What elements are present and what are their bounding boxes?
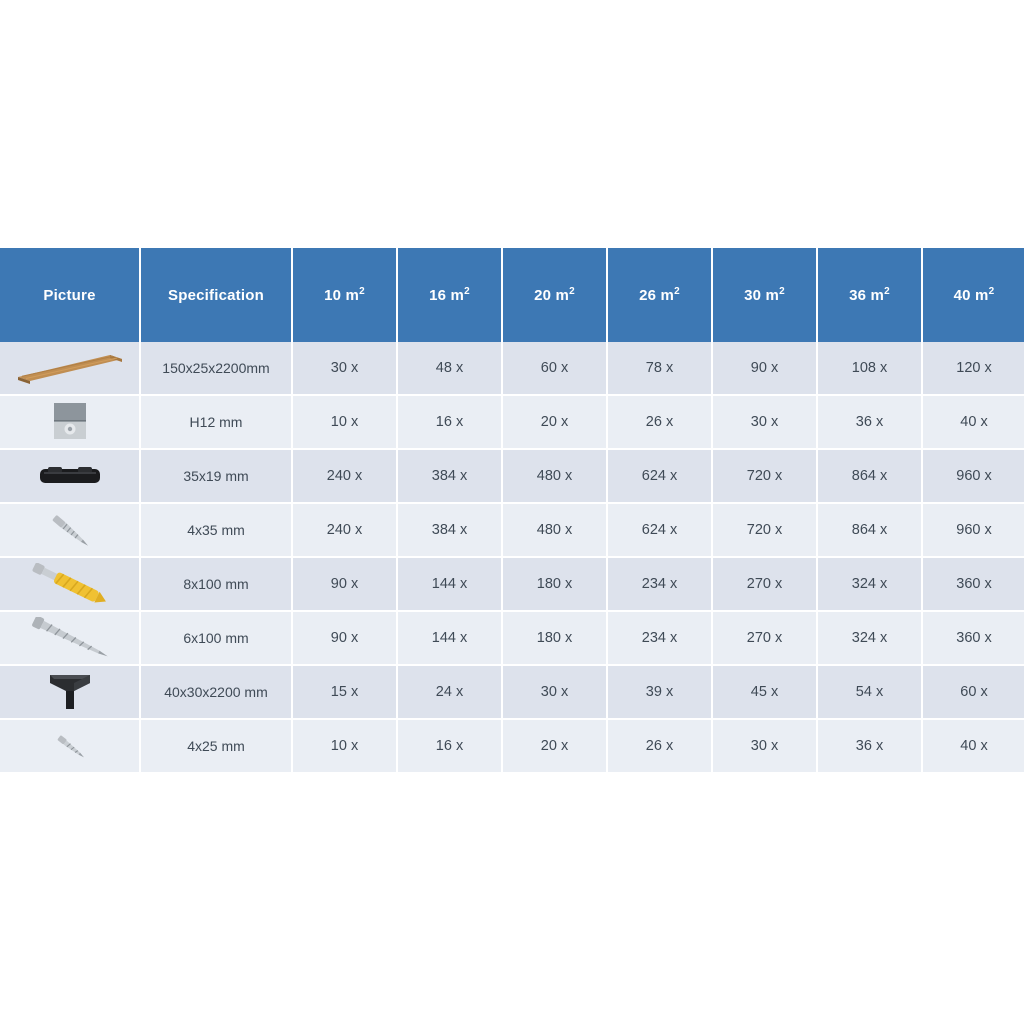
spec-table-container xyxy=(0,248,1024,774)
col-header-40m2 xyxy=(922,248,1024,342)
col-header-36m2 xyxy=(817,248,922,342)
row-qty-30m2: 45 x xyxy=(712,665,817,719)
joist-profile-icon xyxy=(0,666,140,718)
row-specification: H12 mm xyxy=(140,395,292,449)
col-header-36m2-label: 36 m xyxy=(849,287,885,304)
row-picture-cell xyxy=(0,665,140,719)
row-qty-26m2: 26 x xyxy=(607,395,712,449)
row-qty-20m2: 480 x xyxy=(502,449,607,503)
yellow-wall-plug-screw-icon xyxy=(0,558,140,610)
col-header-30m2-label: 30 m xyxy=(744,287,780,304)
row-qty-26m2: 26 x xyxy=(607,719,712,773)
table-row xyxy=(0,665,1024,719)
table-row xyxy=(0,611,1024,665)
col-header-16m2-sup: 2 xyxy=(464,286,470,297)
row-picture-cell xyxy=(0,611,140,665)
row-qty-40m2: 360 x xyxy=(922,611,1024,665)
col-header-10m2-label: 10 m xyxy=(324,287,360,304)
row-picture-cell xyxy=(0,719,140,773)
row-qty-20m2: 480 x xyxy=(502,503,607,557)
row-qty-20m2: 20 x xyxy=(502,395,607,449)
row-qty-26m2: 39 x xyxy=(607,665,712,719)
col-header-16m2 xyxy=(397,248,502,342)
row-specification: 8x100 mm xyxy=(140,557,292,611)
table-row xyxy=(0,719,1024,773)
table-body xyxy=(0,342,1024,773)
table-head xyxy=(0,248,1024,342)
row-qty-26m2: 624 x xyxy=(607,449,712,503)
decking-kit-spec-table xyxy=(0,248,1024,774)
row-qty-26m2: 234 x xyxy=(607,557,712,611)
row-qty-20m2: 180 x xyxy=(502,611,607,665)
row-qty-26m2: 624 x xyxy=(607,503,712,557)
row-qty-16m2: 144 x xyxy=(397,557,502,611)
row-qty-10m2: 90 x xyxy=(292,611,397,665)
row-qty-10m2: 10 x xyxy=(292,719,397,773)
col-header-26m2-label: 26 m xyxy=(639,287,675,304)
row-qty-36m2: 108 x xyxy=(817,342,922,395)
tiny-screw-icon xyxy=(0,720,140,772)
row-qty-16m2: 16 x xyxy=(397,395,502,449)
table-row xyxy=(0,503,1024,557)
col-header-20m2 xyxy=(502,248,607,342)
row-specification: 150x25x2200mm xyxy=(140,342,292,395)
col-header-specification-label: Specification xyxy=(168,286,264,304)
row-qty-16m2: 48 x xyxy=(397,342,502,395)
row-specification: 40x30x2200 mm xyxy=(140,665,292,719)
small-screw-icon xyxy=(0,504,140,556)
row-qty-36m2: 54 x xyxy=(817,665,922,719)
row-qty-16m2: 144 x xyxy=(397,611,502,665)
header-row xyxy=(0,248,1024,342)
row-qty-20m2: 60 x xyxy=(502,342,607,395)
row-picture-cell xyxy=(0,449,140,503)
col-header-26m2 xyxy=(607,248,712,342)
row-qty-20m2: 30 x xyxy=(502,665,607,719)
col-header-picture-label: Picture xyxy=(43,286,96,304)
row-qty-26m2: 78 x xyxy=(607,342,712,395)
row-qty-30m2: 270 x xyxy=(712,611,817,665)
row-qty-10m2: 10 x xyxy=(292,395,397,449)
row-qty-30m2: 30 x xyxy=(712,719,817,773)
row-qty-30m2: 720 x xyxy=(712,503,817,557)
col-header-10m2 xyxy=(292,248,397,342)
table-row xyxy=(0,342,1024,395)
col-header-30m2 xyxy=(712,248,817,342)
row-qty-30m2: 30 x xyxy=(712,395,817,449)
row-specification: 4x25 mm xyxy=(140,719,292,773)
row-qty-16m2: 24 x xyxy=(397,665,502,719)
row-qty-36m2: 36 x xyxy=(817,395,922,449)
row-qty-30m2: 720 x xyxy=(712,449,817,503)
col-header-36m2-sup: 2 xyxy=(884,286,890,297)
row-qty-26m2: 234 x xyxy=(607,611,712,665)
col-header-40m2-label: 40 m xyxy=(953,287,989,304)
row-picture-cell xyxy=(0,557,140,611)
row-specification: 35x19 mm xyxy=(140,449,292,503)
col-header-30m2-sup: 2 xyxy=(779,286,785,297)
row-qty-20m2: 180 x xyxy=(502,557,607,611)
row-qty-16m2: 384 x xyxy=(397,449,502,503)
long-screw-icon xyxy=(0,612,140,664)
row-qty-10m2: 30 x xyxy=(292,342,397,395)
col-header-20m2-label: 20 m xyxy=(534,287,570,304)
row-qty-36m2: 324 x xyxy=(817,611,922,665)
row-qty-36m2: 864 x xyxy=(817,503,922,557)
col-header-10m2-sup: 2 xyxy=(359,286,365,297)
row-qty-40m2: 960 x xyxy=(922,503,1024,557)
row-picture-cell xyxy=(0,342,140,395)
row-qty-36m2: 36 x xyxy=(817,719,922,773)
col-header-specification xyxy=(140,248,292,342)
row-qty-10m2: 90 x xyxy=(292,557,397,611)
row-qty-40m2: 120 x xyxy=(922,342,1024,395)
mid-clip-icon xyxy=(0,450,140,502)
row-qty-40m2: 60 x xyxy=(922,665,1024,719)
starter-clip-icon xyxy=(0,396,140,448)
col-header-picture xyxy=(0,248,140,342)
row-qty-10m2: 15 x xyxy=(292,665,397,719)
table-row xyxy=(0,557,1024,611)
row-specification: 6x100 mm xyxy=(140,611,292,665)
row-qty-16m2: 16 x xyxy=(397,719,502,773)
row-qty-40m2: 40 x xyxy=(922,719,1024,773)
row-picture-cell xyxy=(0,395,140,449)
col-header-40m2-sup: 2 xyxy=(988,286,995,297)
row-qty-20m2: 20 x xyxy=(502,719,607,773)
table-row xyxy=(0,395,1024,449)
row-qty-40m2: 360 x xyxy=(922,557,1024,611)
col-header-26m2-sup: 2 xyxy=(674,286,680,297)
decking-board-icon xyxy=(0,342,140,394)
col-header-16m2-label: 16 m xyxy=(429,287,465,304)
row-qty-40m2: 960 x xyxy=(922,449,1024,503)
row-qty-16m2: 384 x xyxy=(397,503,502,557)
row-picture-cell xyxy=(0,503,140,557)
row-qty-30m2: 90 x xyxy=(712,342,817,395)
row-qty-36m2: 324 x xyxy=(817,557,922,611)
row-qty-40m2: 40 x xyxy=(922,395,1024,449)
table-row xyxy=(0,449,1024,503)
row-qty-30m2: 270 x xyxy=(712,557,817,611)
row-qty-10m2: 240 x xyxy=(292,449,397,503)
col-header-20m2-sup: 2 xyxy=(569,286,575,297)
row-specification: 4x35 mm xyxy=(140,503,292,557)
row-qty-36m2: 864 x xyxy=(817,449,922,503)
row-qty-10m2: 240 x xyxy=(292,503,397,557)
